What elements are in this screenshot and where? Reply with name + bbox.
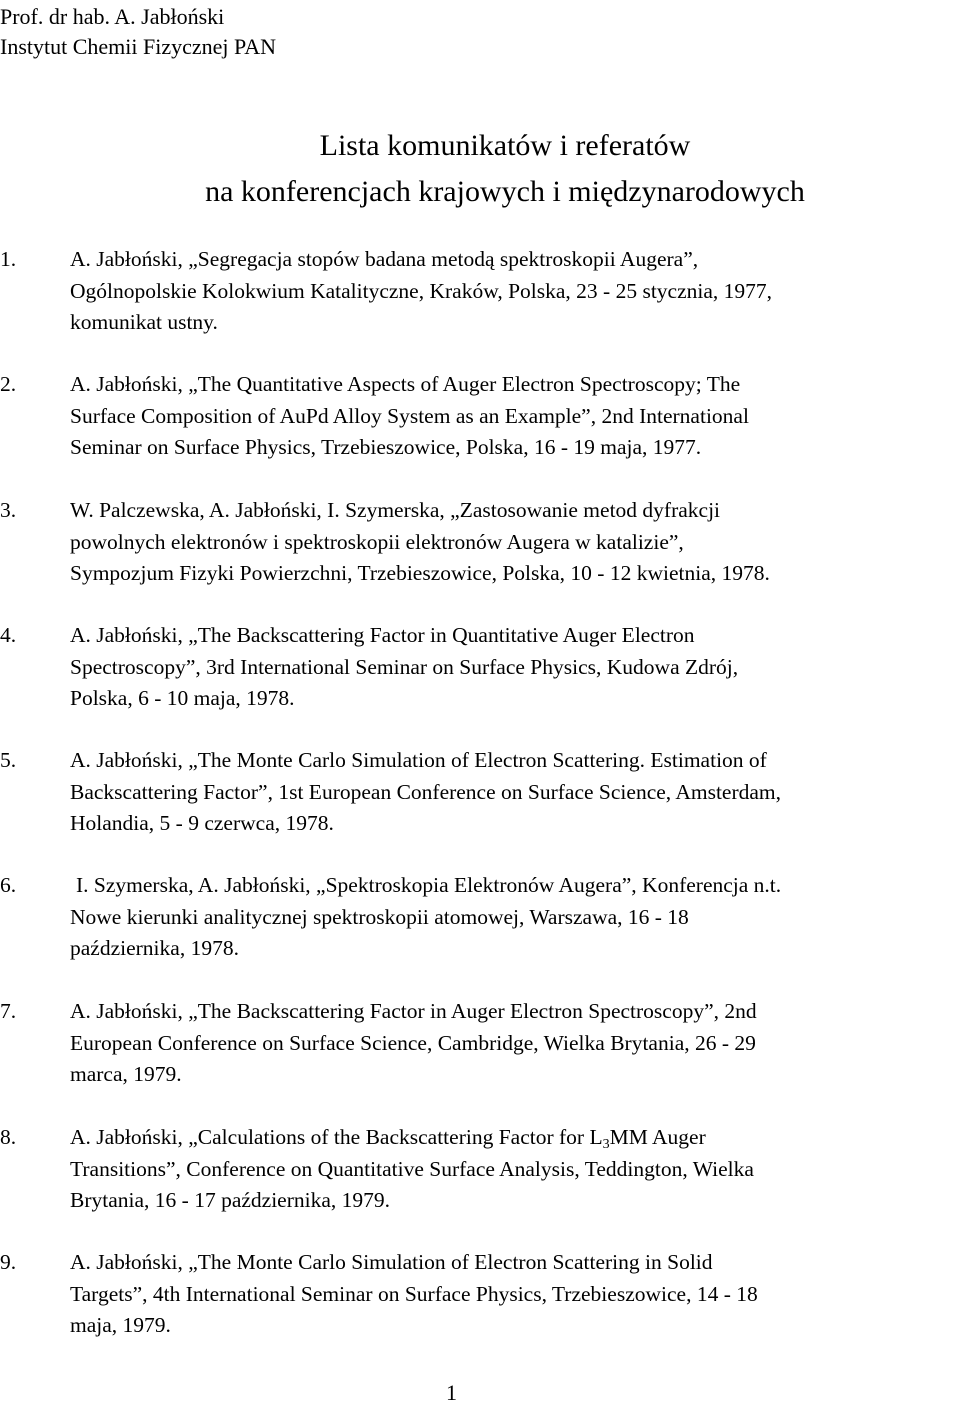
title-line-1: Lista komunikatów i referatów: [319, 129, 691, 162]
item-number: 7.: [0, 999, 17, 1023]
item-text: A. Jabłoński, „The Monte Carlo Simulation of Electron Scattering in Solid Targets”, 4th International Seminar on Surface Physics, Trzebieszowice, 14 - 18 maja, 1979.: [70, 1250, 758, 1337]
item-text: A. Jabłoński, „The Quantitative Aspects of Auger Electron Spectroscopy; The Surface Composition of AuPd Alloy System as an Example”, 2nd International Seminar on Surface Physics, Trzebieszowice, Polska, 16 - 19 maja, 1977.: [70, 372, 749, 459]
item-text: A. Jabłoński, „The Backscattering Factor in Auger Electron Spectroscopy”, 2nd European Conference on Surface Science, Cambridge, Wielka Brytania, 26 - 29 marca, 1979.: [70, 999, 757, 1086]
item-number: 3.: [0, 498, 17, 522]
title-line-2: na konferencjach krajowych i międzynarodowych: [205, 175, 805, 208]
author-name: Prof. dr hab. A. Jabłoński: [0, 4, 225, 29]
item-number: 2.: [0, 372, 17, 396]
item-text: A. Jabłoński, „The Backscattering Factor in Quantitative Auger Electron Spectroscopy”, 3rd International Seminar on Surface Physics, Kudowa Zdrój, Polska, 6 - 10 maja, 1978.: [70, 623, 739, 710]
item-text: A. Jabłoński, „Calculations of the Backscattering Factor for $L_3MM$ Auger Transitions”, Conference on Quantitative Surface Analysis, Teddington, Wielka Brytania, 16 - 17 października, 1979.: [70, 1125, 754, 1212]
page-number: 1: [446, 1380, 457, 1405]
item-text: A. Jabłoński, „The Monte Carlo Simulation of Electron Scattering. Estimation of Backscattering Factor”, 1st European Conference on Surface Science, Amsterdam, Holandia, 5 - 9 czerwca, 1978.: [70, 748, 782, 835]
institute-name: Instytut Chemii Fizycznej PAN: [0, 34, 277, 59]
item-text: W. Palczewska, A. Jabłoński, I. Szymerska, „Zastosowanie metod dyfrakcji powolnych elektronów i spektroskopii elektronów Augera w katalizie”, Sympozjum Fizyki Powierzchni, Trzebieszowice, Polska, 10 - 12 kwietnia, 1978.: [70, 498, 770, 585]
item-text: I. Szymerska, A. Jabłoński, „Spektroskopia Elektronów Augera”, Konferencja n.t. Nowe kierunki analitycznej spektroskopii atomowej, Warszawa, 16 - 18 października, 1978.: [70, 873, 782, 960]
item-number: 8.: [0, 1125, 17, 1149]
document-title: [0, 123, 960, 215]
document-header: [0, 2, 276, 62]
item-number: 9.: [0, 1250, 17, 1274]
item-number: 6.: [0, 873, 17, 897]
item-number: 1.: [0, 247, 17, 271]
item-number: 5.: [0, 748, 17, 772]
item-text: A. Jabłoński, „Segregacja stopów badana metodą spektroskopii Augera”, Ogólnopolskie Kolokwium Katalityczne, Kraków, Polska, 23 - 25 stycznia, 1977, komunikat ustny.: [70, 247, 773, 334]
item-number: 4.: [0, 623, 17, 647]
